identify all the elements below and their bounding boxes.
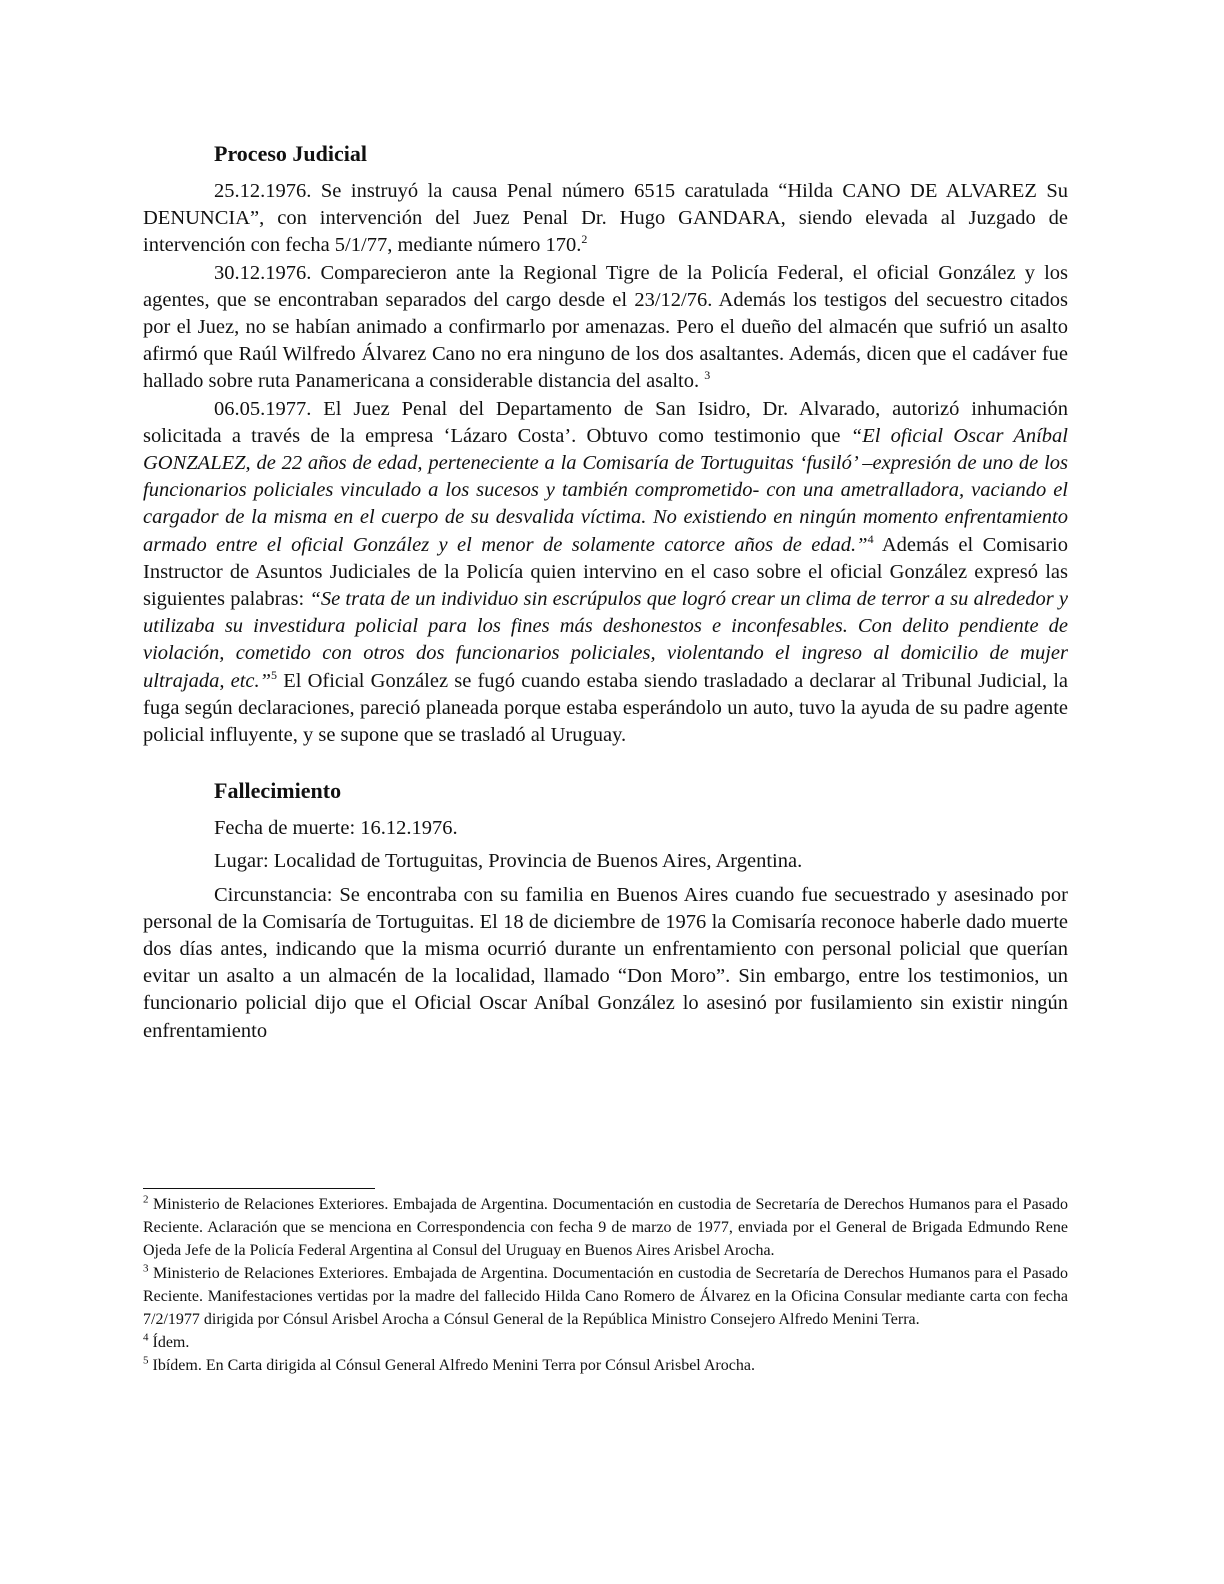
section-fallecimiento [143, 777, 1068, 1045]
footnote-number: 3 [143, 1262, 149, 1275]
footnote-number: 5 [143, 1354, 149, 1367]
footnote-5 [143, 1354, 1068, 1377]
lugar: Lugar: Localidad de Tortuguitas, Provincia de Buenos Aires, Argentina. [214, 850, 803, 873]
quote-comisario: “Se trata de un individuo sin escrúpulos que logró crear un clima de terror a su alrededor y utilizaba su investidura policial para los fines más deshonestos e inconfesables. Con delito pendiente de violación, cometido con otros dos funcionarios policiales, violentando el ingreso al domicilio de mujer ultrajada, etc.” [143, 588, 1069, 692]
fecha-de-muerte: Fecha de muerte: 16.12.1976. [214, 817, 458, 840]
paragraph-juez-penal [143, 396, 1068, 750]
section-heading-proceso-judicial: Proceso Judicial [214, 141, 367, 166]
footnote-text: Ministerio de Relaciones Exteriores. Embajada de Argentina. Documentación en custodia de Secretaría de Derechos Humanos para el Pasado Reciente. Aclaración que se menciona en Correspondencia con fecha 9 de marzo de 1977, enviada por el General de Brigada Edmundo Rene Ojeda Jefe de la Policía Federal Argentina al Consul del Uruguay en Buenos Aires Arisbel Arocha. [143, 1196, 1068, 1259]
footnote-3 [143, 1262, 1068, 1331]
footnote-ref: 3 [704, 368, 711, 383]
footnote-text: Ministerio de Relaciones Exteriores. Embajada de Argentina. Documentación en custodia de Secretaría de Derechos Humanos para el Pasado Reciente. Manifestaciones vertidas por la madre del fallecido Hilda Cano Romero de Álvarez en la Oficina Consular mediante carta con fecha 7/2/1977 dirigida por Cónsul Arisbel Arocha a Cónsul General de la República Ministro Consejero Alfredo Menini Terra. [143, 1265, 1068, 1328]
paragraph-text: El Oficial González se fugó cuando estaba siendo trasladado a declarar al Tribunal Judicial, la fuga según declaraciones, pareció planeada porque estaba esperándolo un auto, tuvo la ayuda de su padre agente policial influyente, y se supone que se trasladó al Uruguay. [143, 669, 1068, 747]
footnote-number: 4 [143, 1331, 149, 1344]
footnote-2 [143, 1193, 1068, 1262]
paragraph-causa-penal [143, 178, 1068, 260]
footnote-text: Ibídem. En Carta dirigida al Cónsul General Alfredo Menini Terra por Cónsul Arisbel Arocha. [148, 1357, 755, 1374]
footnote-number: 2 [143, 1193, 149, 1206]
section-heading-fallecimiento: Fallecimiento [214, 778, 342, 804]
paragraph-text: 30.12.1976. Comparecieron ante la Regional Tigre de la Policía Federal, el oficial González y los agentes, que se encontraban separados del cargo desde el 23/12/76. Además los testigos del secuestro citados por el Juez, no se habían animado a confirmarlo por amenazas. Pero el dueño del almacén que sufrió un asalto afirmó que Raúl Wilfredo Álvarez Cano no era ninguno de los dos asaltantes. Además, dicen que el cadáver fue hallado sobre ruta Panamericana a considerable distancia del asalto. [143, 261, 1068, 393]
quote-testimonio: “El oficial Oscar Aníbal GONZALEZ, de 22 años de edad, perteneciente a la Comisaría de Tortuguitas ‘fusiló’ –expresión de uno de los funcionarios policiales vinculado a los sucesos y también comprometido- con una ametralladora, vaciando el cargador de la misma en el cuerpo de su desvalida víctima. No existiendo en ningún momento enfrentamiento armado entre el oficial González y el menor de solamente catorce años de edad.” [143, 424, 1068, 556]
paragraph-comparecieron [143, 260, 1068, 396]
footnote-ref: 4 [867, 531, 874, 546]
paragraph-text: Además el Comisario Instructor de Asuntos Judiciales de la Policía quien intervino en el caso sobre el oficial González expresó las siguientes palabras: [143, 533, 1068, 611]
paragraph-circunstancia: Circunstancia: Se encontraba con su familia en Buenos Aires cuando fue secuestrado y asesinado por personal de la Comisaría de Tortuguitas. El 18 de diciembre de 1976 la Comisaría reconoce haberle dado muerte dos días antes, indicando que la misma ocurrió durante un enfrentamiento con personal policial que querían evitar un asalto a un almacén de la localidad, llamado “Don Moro”. Sin embargo, entre los testimonios, un funcionario policial dijo que el Oficial Oscar Aníbal González lo asesinó por fusilamiento sin existir ningún enfrentamiento [143, 883, 1068, 1042]
document-body [143, 140, 1068, 1045]
footnote-ref: 5 [271, 667, 278, 682]
footnote-4 [143, 1331, 1068, 1354]
footnote-ref: 2 [581, 232, 588, 247]
paragraph-text: 06.05.1977. El Juez Penal del Departamento de San Isidro, Dr. Alvarado, autorizó inhumación solicitada a través de la empresa ‘Lázaro Costa’. Obtuvo como testimonio que [143, 397, 1068, 447]
paragraph-text: 25.12.1976. Se instruyó la causa Penal número 6515 caratulada “Hilda CANO DE ALVAREZ Su DENUNCIA”, con intervención del Juez Penal Dr. Hugo GANDARA, siendo elevada al Juzgado de intervención con fecha 5/1/77, mediante número 170. [143, 180, 1068, 257]
footnote-separator [143, 1188, 375, 1189]
footnotes [143, 1193, 1068, 1377]
footnote-text: Ídem. [148, 1334, 190, 1351]
